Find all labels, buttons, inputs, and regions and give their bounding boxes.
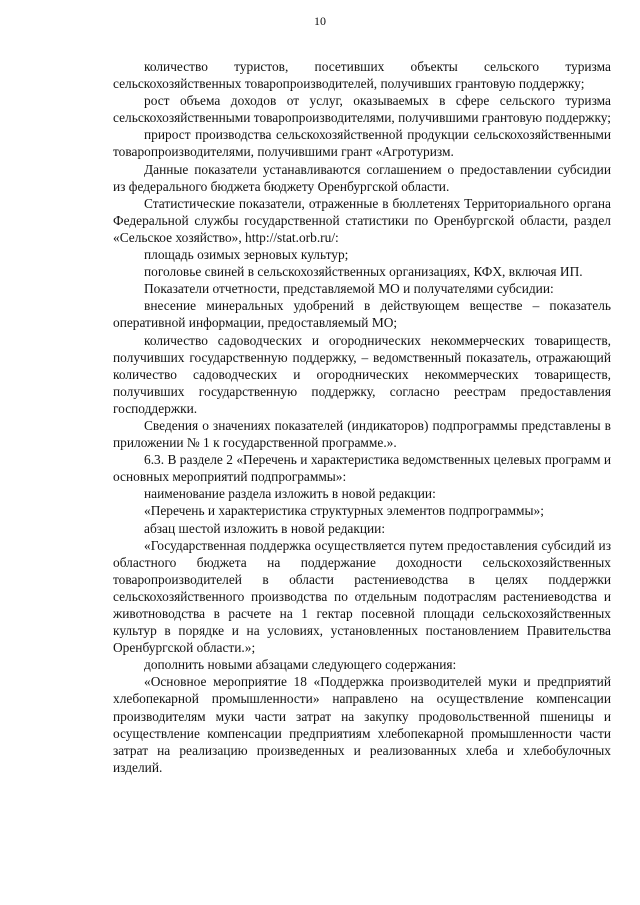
paragraph-sixth-paragraph-change: абзац шестой изложить в новой редакции:: [144, 520, 386, 536]
paragraph-tourists-count: количество туристов, посетивших объекты сельского туризма сельскохозяйственных товаропроизводителей, получивших грантовую поддержку;: [113, 59, 611, 92]
paragraph-agreement-indicators: Данные показатели устанавливаются соглашением о предоставлении субсидии из федерального бюджета бюджету Оренбургской области.: [113, 161, 611, 194]
paragraph-indicator-values: Сведения о значениях показателей (индикаторов) подпрограммы представлены в приложении № 1 к государственной программе.».: [113, 417, 611, 451]
paragraph-pig-stock: поголовье свиней в сельскохозяйственных организациях, КФХ, включая ИП.: [144, 264, 583, 280]
paragraph-income-growth: рост объема доходов от услуг, оказываемых в сфере сельского туризма сельскохозяйственными товаропроизводителями, получившими грантовую поддержку;: [113, 93, 611, 126]
paragraph-production-growth: прирост производства сельскохозяйственной продукции сельскохозяйственными товаропроизводителями, получившими грант «Агротуризм.: [113, 127, 611, 160]
paragraph-state-support: «Государственная поддержка осуществляется путем предоставления субсидий из областного бюджета на поддержание доходности сельскохозяйственных товаропроизводителей в области растениеводства в целях поддержки сельскохозяйственного производства по отдельным подотраслям растениеводства и животноводства в расчете на 1 гектар посевной площади сельскохозяйственных культур в порядке и на условиях, установленных постановлением Правительства Оренбургской области.»;: [113, 537, 611, 656]
paragraph-garden-partnerships: количество садоводческих и огороднических некоммерческих товариществ, получивших государственную поддержку, – ведомственный показатель, отражающий количество садоводческих и огороднических некоммерческих товариществ, получивших государственную поддержку, согласно реестрам предоставления господдержки.: [113, 332, 611, 416]
paragraph-winter-grain-area: площадь озимых зерновых культур;: [144, 247, 349, 263]
paragraph-main-activity-18: «Основное мероприятие 18 «Поддержка производителей муки и предприятий хлебопекарной промышленности» направлено на осуществление компенсации производителям муки части затрат на закупку продовольственной пшеницы и осуществление компенсации предприятиям хлебопекарной промышленности части затрат на реализацию произведенных и реализованных хлеба и хлебобулочных изделий.: [113, 674, 611, 775]
paragraph-add-new-paragraphs: дополнить новыми абзацами следующего содержания:: [144, 657, 457, 673]
paragraph-reporting-indicators: Показатели отчетности, представляемой МО и получателями субсидии:: [144, 281, 554, 297]
document-body: [113, 58, 611, 776]
paragraph-section-6-3: 6.3. В разделе 2 «Перечень и характеристика ведомственных целевых программ и основных мероприятий подпрограммы»:: [113, 452, 611, 485]
paragraph-statistical-indicators: Статистические показатели, отраженные в бюллетенях Территориального органа Федеральной службы государственной статистики по Оренбургской области, раздел «Сельское хозяйство», http://stat.orb.ru/:: [113, 195, 611, 245]
page-number: 10: [314, 14, 326, 28]
paragraph-mineral-fertilizers: внесение минеральных удобрений в действующем веществе – показатель оперативной информации, предоставляемый МО;: [113, 298, 611, 331]
paragraph-new-section-title: «Перечень и характеристика структурных элементов подпрограммы»;: [144, 503, 544, 519]
paragraph-section-title-change: наименование раздела изложить в новой редакции:: [144, 486, 436, 502]
